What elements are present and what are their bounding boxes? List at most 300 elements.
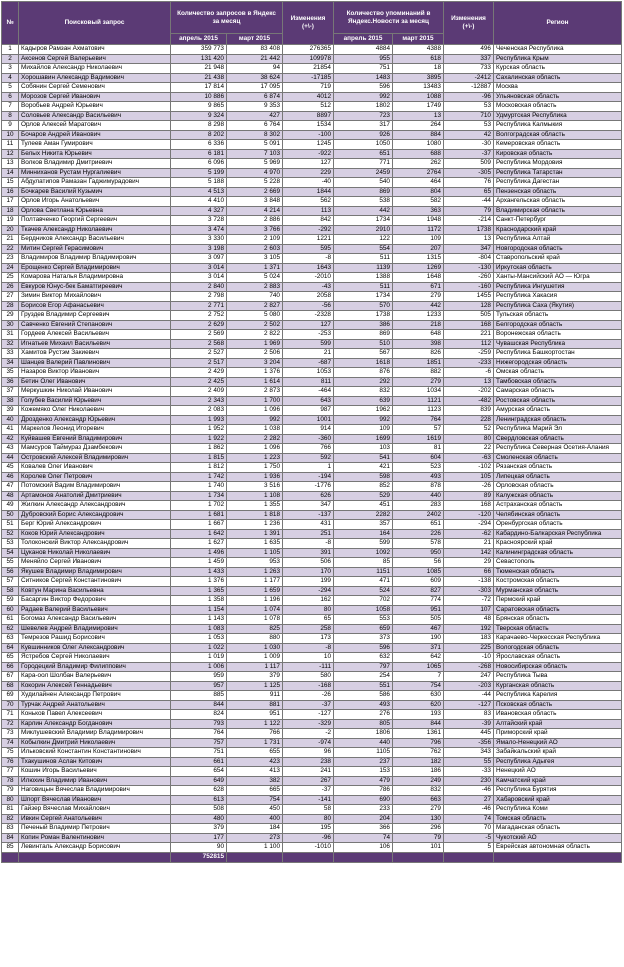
region-cell: Волгоградская область bbox=[494, 130, 622, 140]
query-name-cell: Митин Сергей Герасимович bbox=[19, 244, 171, 254]
april-mentions-cell: 1806 bbox=[334, 729, 393, 739]
change-mentions-cell: 168 bbox=[444, 320, 494, 330]
query-name-cell: Ситников Сергей Константинович bbox=[19, 577, 171, 587]
april-mentions-cell: 74 bbox=[334, 833, 393, 843]
table-row bbox=[2, 805, 622, 815]
april-mentions-cell: 109 bbox=[334, 425, 393, 435]
march-requests-cell: 5 024 bbox=[227, 273, 283, 283]
march-requests-cell: 4 970 bbox=[227, 168, 283, 178]
governors-table-container bbox=[1, 1, 621, 863]
table-row bbox=[2, 64, 622, 74]
change-requests-cell: -2328 bbox=[283, 311, 334, 321]
table-row bbox=[2, 710, 622, 720]
change-requests-cell: -37 bbox=[283, 786, 334, 796]
region-cell: Амурская область bbox=[494, 406, 622, 416]
change-mentions-cell: -26 bbox=[444, 482, 494, 492]
april-mentions-cell: 1483 bbox=[334, 73, 393, 83]
march-mentions-cell: 663 bbox=[393, 795, 444, 805]
region-cell: Московская область bbox=[494, 102, 622, 112]
region-cell: Санкт-Петербург bbox=[494, 216, 622, 226]
march-mentions-cell: 1085 bbox=[393, 567, 444, 577]
change-requests-cell: -37 bbox=[283, 700, 334, 710]
april-requests-cell: 613 bbox=[171, 795, 227, 805]
april-requests-cell: 824 bbox=[171, 710, 227, 720]
region-cell: Астраханская область bbox=[494, 501, 622, 511]
table-row bbox=[2, 73, 622, 83]
row-number-cell: 81 bbox=[2, 805, 19, 815]
change-mentions-cell: -294 bbox=[444, 520, 494, 530]
march-requests-cell: 5 969 bbox=[227, 159, 283, 169]
march-mentions-cell: 582 bbox=[393, 197, 444, 207]
query-name-cell: Зимин Виктор Михайлович bbox=[19, 292, 171, 302]
april-requests-cell: 5 188 bbox=[171, 178, 227, 188]
table-row bbox=[2, 662, 622, 672]
march-mentions-cell: 578 bbox=[393, 539, 444, 549]
row-number-cell: 85 bbox=[2, 843, 19, 853]
april-mentions-cell: 1139 bbox=[334, 263, 393, 273]
april-mentions-cell: 1738 bbox=[334, 311, 393, 321]
row-number-cell: 19 bbox=[2, 216, 19, 226]
march-requests-cell: 5 091 bbox=[227, 140, 283, 150]
change-mentions-cell: -62 bbox=[444, 529, 494, 539]
april-mentions-cell: 153 bbox=[334, 767, 393, 777]
march-requests-cell: 9 353 bbox=[227, 102, 283, 112]
april-mentions-cell: 85 bbox=[334, 558, 393, 568]
query-name-cell: Меняйло Сергей Иванович bbox=[19, 558, 171, 568]
april-mentions-cell: 852 bbox=[334, 482, 393, 492]
change-mentions-cell: 65 bbox=[444, 187, 494, 197]
query-name-cell: Якушев Владимир Владимирович bbox=[19, 567, 171, 577]
march-mentions-cell: 2402 bbox=[393, 510, 444, 520]
march-requests-cell: 83 408 bbox=[227, 45, 283, 55]
april-requests-cell: 3 014 bbox=[171, 273, 227, 283]
march-mentions-cell: 3895 bbox=[393, 73, 444, 83]
query-name-cell: Абдулатипов Рамазан Гаджимурадович bbox=[19, 178, 171, 188]
march-mentions-cell: 13 bbox=[393, 111, 444, 121]
row-number-cell: 11 bbox=[2, 140, 19, 150]
march-mentions-cell: 671 bbox=[393, 282, 444, 292]
march-requests-cell: 1 125 bbox=[227, 681, 283, 691]
april-mentions-cell: 366 bbox=[334, 824, 393, 834]
april-requests-cell: 4 327 bbox=[171, 206, 227, 216]
change-requests-cell: 276365 bbox=[283, 45, 334, 55]
change-requests-cell: 842 bbox=[283, 216, 334, 226]
change-mentions-cell: -63 bbox=[444, 453, 494, 463]
april-mentions-cell: 471 bbox=[334, 577, 393, 587]
region-cell: Псковская область bbox=[494, 700, 622, 710]
region-cell: Республика Мордовия bbox=[494, 159, 622, 169]
row-number-cell: 66 bbox=[2, 662, 19, 672]
query-name-cell: Темрезов Рашид Борисович bbox=[19, 634, 171, 644]
april-mentions-cell: 106 bbox=[334, 843, 393, 853]
april-requests-cell: 131 420 bbox=[171, 54, 227, 64]
table-row bbox=[2, 767, 622, 777]
march-requests-cell: 2 506 bbox=[227, 349, 283, 359]
region-cell: Ленинградская область bbox=[494, 415, 622, 425]
region-cell: Кировская область bbox=[494, 149, 622, 159]
change-requests-cell: -8 bbox=[283, 254, 334, 264]
region-cell: Рязанская область bbox=[494, 463, 622, 473]
march-requests-cell: 2 883 bbox=[227, 282, 283, 292]
query-name-cell: Комарова Наталья Владимировна bbox=[19, 273, 171, 283]
query-name-cell: Воробьев Андрей Юрьевич bbox=[19, 102, 171, 112]
table-row bbox=[2, 605, 622, 615]
row-number-cell: 7 bbox=[2, 102, 19, 112]
region-cell: Вологодская область bbox=[494, 643, 622, 653]
query-name-cell: Бочкарев Василий Кузьмич bbox=[19, 187, 171, 197]
march-requests-cell: 1 731 bbox=[227, 738, 283, 748]
april-mentions-cell: 586 bbox=[334, 691, 393, 701]
region-cell: Воронежская область bbox=[494, 330, 622, 340]
march-requests-cell: 2 282 bbox=[227, 434, 283, 444]
region-cell: Краснодарский край bbox=[494, 225, 622, 235]
march-requests-cell: 1 100 bbox=[227, 843, 283, 853]
april-requests-cell: 844 bbox=[171, 700, 227, 710]
april-requests-cell: 757 bbox=[171, 738, 227, 748]
footer-empty-cell bbox=[393, 852, 444, 862]
region-cell: Самарская область bbox=[494, 387, 622, 397]
region-cell: Тульская область bbox=[494, 311, 622, 321]
query-name-cell: Морозов Сергей Иванович bbox=[19, 92, 171, 102]
change-mentions-cell: 22 bbox=[444, 444, 494, 454]
table-row bbox=[2, 425, 622, 435]
april-mentions-cell: 164 bbox=[334, 529, 393, 539]
table-row bbox=[2, 691, 622, 701]
change-mentions-cell: -72 bbox=[444, 596, 494, 606]
change-requests-cell: 512 bbox=[283, 102, 334, 112]
change-mentions-cell: -127 bbox=[444, 700, 494, 710]
march-requests-cell: 1 236 bbox=[227, 520, 283, 530]
change-requests-cell: 347 bbox=[283, 501, 334, 511]
row-number-cell: 79 bbox=[2, 786, 19, 796]
query-name-cell: Миклушевский Владимир Владимирович bbox=[19, 729, 171, 739]
april-requests-cell: 1 496 bbox=[171, 548, 227, 558]
change-requests-cell: -1776 bbox=[283, 482, 334, 492]
query-name-cell: Тхакушинов Аслан Китович bbox=[19, 757, 171, 767]
march-requests-cell: 2 822 bbox=[227, 330, 283, 340]
march-mentions-cell: 4388 bbox=[393, 45, 444, 55]
march-mentions-cell: 279 bbox=[393, 805, 444, 815]
row-number-cell: 72 bbox=[2, 719, 19, 729]
table-row bbox=[2, 529, 622, 539]
change-mentions-cell: 192 bbox=[444, 624, 494, 634]
change-requests-cell: -292 bbox=[283, 225, 334, 235]
april-requests-cell: 1 143 bbox=[171, 615, 227, 625]
april-mentions-cell: 869 bbox=[334, 330, 393, 340]
region-cell: Республика Северная Осетия-Алания bbox=[494, 444, 622, 454]
march-mentions-cell: 651 bbox=[393, 520, 444, 530]
march-mentions-cell: 1648 bbox=[393, 273, 444, 283]
change-requests-cell: -2 bbox=[283, 729, 334, 739]
change-requests-cell: 2058 bbox=[283, 292, 334, 302]
change-requests-cell: 65 bbox=[283, 615, 334, 625]
table-row bbox=[2, 596, 622, 606]
march-requests-cell: 1 376 bbox=[227, 368, 283, 378]
change-mentions-cell: 13 bbox=[444, 377, 494, 387]
table-row bbox=[2, 387, 622, 397]
march-requests-cell: 5 080 bbox=[227, 311, 283, 321]
change-mentions-cell: 509 bbox=[444, 159, 494, 169]
region-cell: Челябинская область bbox=[494, 510, 622, 520]
table-row bbox=[2, 406, 622, 416]
april-mentions-cell: 771 bbox=[334, 159, 393, 169]
april-requests-cell: 6 096 bbox=[171, 159, 227, 169]
april-requests-cell: 379 bbox=[171, 824, 227, 834]
march-mentions-cell: 18 bbox=[393, 64, 444, 74]
row-number-cell: 52 bbox=[2, 529, 19, 539]
change-mentions-cell: 1455 bbox=[444, 292, 494, 302]
table-row bbox=[2, 54, 622, 64]
change-mentions-cell: -120 bbox=[444, 510, 494, 520]
region-cell: Пермский край bbox=[494, 596, 622, 606]
row-number-cell: 61 bbox=[2, 615, 19, 625]
march-mentions-cell: 7 bbox=[393, 672, 444, 682]
change-requests-cell: 96 bbox=[283, 748, 334, 758]
row-number-cell: 32 bbox=[2, 339, 19, 349]
change-requests-cell: 506 bbox=[283, 558, 334, 568]
march-requests-cell: 450 bbox=[227, 805, 283, 815]
april-requests-cell: 3 728 bbox=[171, 216, 227, 226]
march-mentions-cell: 764 bbox=[393, 415, 444, 425]
region-cell: Республика Адыгея bbox=[494, 757, 622, 767]
change-mentions-cell: 13 bbox=[444, 235, 494, 245]
query-name-cell: Басаргин Виктор Федорович bbox=[19, 596, 171, 606]
april-requests-cell: 1 922 bbox=[171, 434, 227, 444]
change-mentions-cell: 343 bbox=[444, 748, 494, 758]
april-requests-cell: 654 bbox=[171, 767, 227, 777]
change-requests-cell: 1844 bbox=[283, 187, 334, 197]
change-requests-cell: 8897 bbox=[283, 111, 334, 121]
row-number-cell: 9 bbox=[2, 121, 19, 131]
april-requests-cell: 2 083 bbox=[171, 406, 227, 416]
query-name-cell: Шанцев Валерий Павлинович bbox=[19, 358, 171, 368]
march-requests-cell: 1 122 bbox=[227, 719, 283, 729]
row-number-cell: 42 bbox=[2, 434, 19, 444]
table-row bbox=[2, 643, 622, 653]
april-requests-cell: 8 202 bbox=[171, 130, 227, 140]
march-requests-cell: 881 bbox=[227, 700, 283, 710]
table-row bbox=[2, 178, 622, 188]
row-number-cell: 35 bbox=[2, 368, 19, 378]
change-mentions-cell: 105 bbox=[444, 472, 494, 482]
change-requests-cell: -360 bbox=[283, 434, 334, 444]
change-requests-cell: 258 bbox=[283, 624, 334, 634]
region-cell: Республика Крым bbox=[494, 54, 622, 64]
table-row bbox=[2, 501, 622, 511]
march-mentions-cell: 604 bbox=[393, 453, 444, 463]
table-row bbox=[2, 159, 622, 169]
april-mentions-cell: 651 bbox=[334, 149, 393, 159]
change-mentions-cell: -138 bbox=[444, 577, 494, 587]
change-requests-cell: 811 bbox=[283, 377, 334, 387]
query-name-cell: Илюхин Владимир Иванович bbox=[19, 776, 171, 786]
april-requests-cell: 2 798 bbox=[171, 292, 227, 302]
april-requests-cell: 4 513 bbox=[171, 187, 227, 197]
row-number-cell: 63 bbox=[2, 634, 19, 644]
region-cell: Ульяновская область bbox=[494, 92, 622, 102]
table-row bbox=[2, 263, 622, 273]
region-cell: Республика Ингушетия bbox=[494, 282, 622, 292]
table-footer-row bbox=[2, 852, 622, 862]
change-mentions-cell: -203 bbox=[444, 681, 494, 691]
march-requests-cell: 3 766 bbox=[227, 225, 283, 235]
april-mentions-cell: 1050 bbox=[334, 140, 393, 150]
april-mentions-cell: 479 bbox=[334, 776, 393, 786]
row-number-cell: 30 bbox=[2, 320, 19, 330]
table-row bbox=[2, 672, 622, 682]
query-name-cell: Кокорин Алексей Геннадьевич bbox=[19, 681, 171, 691]
april-requests-cell: 2 425 bbox=[171, 377, 227, 387]
region-cell: Нижегородская область bbox=[494, 358, 622, 368]
april-requests-cell: 2 343 bbox=[171, 396, 227, 406]
row-number-cell: 54 bbox=[2, 548, 19, 558]
march-mentions-cell: 774 bbox=[393, 596, 444, 606]
footer-total: 752815 bbox=[171, 852, 227, 862]
change-mentions-cell: 53 bbox=[444, 121, 494, 131]
march-requests-cell: 273 bbox=[227, 833, 283, 843]
change-requests-cell: 580 bbox=[283, 672, 334, 682]
april-requests-cell: 2 568 bbox=[171, 339, 227, 349]
change-requests-cell: 1 bbox=[283, 463, 334, 473]
row-number-cell: 48 bbox=[2, 491, 19, 501]
change-requests-cell: 58 bbox=[283, 805, 334, 815]
query-name-cell: Островский Алексей Владимирович bbox=[19, 453, 171, 463]
change-mentions-cell: 27 bbox=[444, 795, 494, 805]
march-requests-cell: 3 105 bbox=[227, 254, 283, 264]
row-number-cell: 3 bbox=[2, 64, 19, 74]
april-mentions-cell: 570 bbox=[334, 301, 393, 311]
change-mentions-cell: -10 bbox=[444, 653, 494, 663]
region-cell: Тюменская область bbox=[494, 567, 622, 577]
change-requests-cell: 431 bbox=[283, 520, 334, 530]
change-requests-cell: -687 bbox=[283, 358, 334, 368]
march-mentions-cell: 464 bbox=[393, 178, 444, 188]
query-name-cell: Бетин Олег Иванович bbox=[19, 377, 171, 387]
region-cell: Калужская область bbox=[494, 491, 622, 501]
april-requests-cell: 2 409 bbox=[171, 387, 227, 397]
region-cell: Красноярский край bbox=[494, 539, 622, 549]
change-mentions-cell: -96 bbox=[444, 92, 494, 102]
row-number-cell: 77 bbox=[2, 767, 19, 777]
table-row bbox=[2, 510, 622, 520]
march-requests-cell: 1 196 bbox=[227, 596, 283, 606]
change-mentions-cell: 142 bbox=[444, 548, 494, 558]
region-cell: Республика Марий Эл bbox=[494, 425, 622, 435]
march-requests-cell: 2 827 bbox=[227, 301, 283, 311]
april-mentions-cell: 751 bbox=[334, 64, 393, 74]
april-requests-cell: 1 083 bbox=[171, 624, 227, 634]
april-mentions-cell: 511 bbox=[334, 254, 393, 264]
row-number-cell: 16 bbox=[2, 187, 19, 197]
table-row bbox=[2, 795, 622, 805]
april-requests-cell: 2 840 bbox=[171, 282, 227, 292]
region-cell: Иркутская область bbox=[494, 263, 622, 273]
april-mentions-cell: 317 bbox=[334, 121, 393, 131]
row-number-cell: 8 bbox=[2, 111, 19, 121]
change-mentions-cell: 89 bbox=[444, 491, 494, 501]
march-mentions-cell: 878 bbox=[393, 482, 444, 492]
change-requests-cell: 113 bbox=[283, 206, 334, 216]
table-row bbox=[2, 216, 622, 226]
march-mentions-cell: 79 bbox=[393, 833, 444, 843]
march-requests-cell: 3 516 bbox=[227, 482, 283, 492]
region-cell: Республика Карелия bbox=[494, 691, 622, 701]
table-row bbox=[2, 358, 622, 368]
april-requests-cell: 1 862 bbox=[171, 444, 227, 454]
query-name-cell: Радаев Валерий Васильевич bbox=[19, 605, 171, 615]
march-requests-cell: 1 030 bbox=[227, 643, 283, 653]
table-row bbox=[2, 273, 622, 283]
row-number-cell: 29 bbox=[2, 311, 19, 321]
table-row bbox=[2, 282, 622, 292]
change-requests-cell: 241 bbox=[283, 767, 334, 777]
march-mentions-cell: 81 bbox=[393, 444, 444, 454]
april-mentions-cell: 702 bbox=[334, 596, 393, 606]
april-requests-cell: 2 569 bbox=[171, 330, 227, 340]
april-requests-cell: 359 773 bbox=[171, 45, 227, 55]
change-requests-cell: -922 bbox=[283, 149, 334, 159]
april-mentions-cell: 554 bbox=[334, 244, 393, 254]
row-number-cell: 82 bbox=[2, 814, 19, 824]
change-requests-cell: 173 bbox=[283, 634, 334, 644]
row-number-cell: 39 bbox=[2, 406, 19, 416]
march-requests-cell: 1 750 bbox=[227, 463, 283, 473]
table-row bbox=[2, 634, 622, 644]
footer-empty-cell bbox=[334, 852, 393, 862]
april-mentions-cell: 357 bbox=[334, 520, 393, 530]
change-mentions-cell: 505 bbox=[444, 311, 494, 321]
change-requests-cell: -40 bbox=[283, 178, 334, 188]
row-number-cell: 78 bbox=[2, 776, 19, 786]
change-mentions-cell: -259 bbox=[444, 349, 494, 359]
march-requests-cell: 740 bbox=[227, 292, 283, 302]
march-requests-cell: 6 874 bbox=[227, 92, 283, 102]
april-mentions-cell: 1734 bbox=[334, 292, 393, 302]
table-row bbox=[2, 292, 622, 302]
table-row bbox=[2, 681, 622, 691]
region-cell: Белгородская область bbox=[494, 320, 622, 330]
april-mentions-cell: 551 bbox=[334, 681, 393, 691]
region-cell: Хабаровский край bbox=[494, 795, 622, 805]
april-requests-cell: 8 298 bbox=[171, 121, 227, 131]
march-mentions-cell: 762 bbox=[393, 748, 444, 758]
april-requests-cell: 9 324 bbox=[171, 111, 227, 121]
april-mentions-cell: 639 bbox=[334, 396, 393, 406]
change-mentions-cell: 168 bbox=[444, 501, 494, 511]
region-cell: Еврейская автономная область bbox=[494, 843, 622, 853]
march-requests-cell: 766 bbox=[227, 729, 283, 739]
march-mentions-cell: 882 bbox=[393, 368, 444, 378]
march-requests-cell: 951 bbox=[227, 710, 283, 720]
change-requests-cell: -2010 bbox=[283, 273, 334, 283]
march-mentions-cell: 1948 bbox=[393, 216, 444, 226]
row-number-cell: 23 bbox=[2, 254, 19, 264]
march-requests-cell: 2 886 bbox=[227, 216, 283, 226]
header-april-mentions: апрель 2015 bbox=[334, 34, 393, 45]
row-number-cell: 71 bbox=[2, 710, 19, 720]
april-mentions-cell: 723 bbox=[334, 111, 393, 121]
march-mentions-cell: 442 bbox=[393, 301, 444, 311]
change-mentions-cell: 230 bbox=[444, 776, 494, 786]
row-number-cell: 28 bbox=[2, 301, 19, 311]
region-cell: Мурманская область bbox=[494, 586, 622, 596]
change-mentions-cell: 183 bbox=[444, 634, 494, 644]
change-requests-cell: 1221 bbox=[283, 235, 334, 245]
april-requests-cell: 1 734 bbox=[171, 491, 227, 501]
march-requests-cell: 953 bbox=[227, 558, 283, 568]
april-requests-cell: 9 865 bbox=[171, 102, 227, 112]
april-mentions-cell: 233 bbox=[334, 805, 393, 815]
